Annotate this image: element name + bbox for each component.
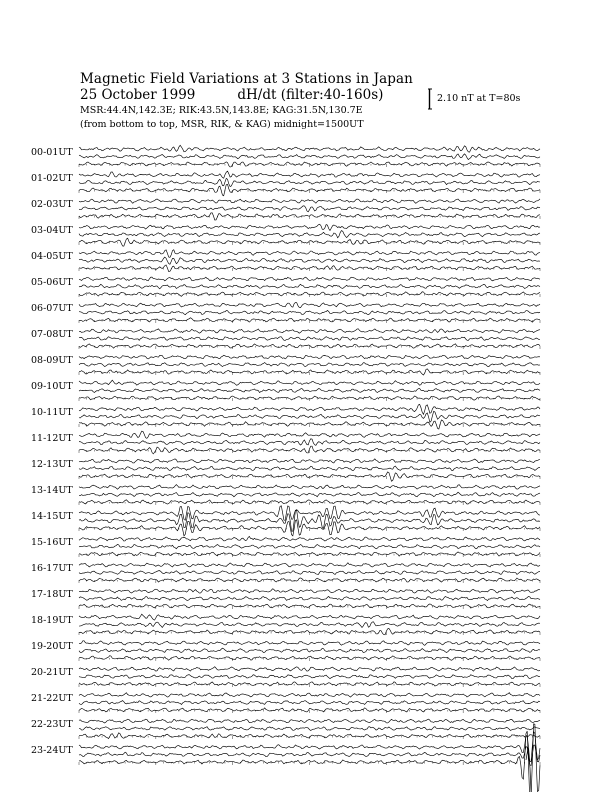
hour-label: 21-22UT — [31, 693, 73, 704]
trace-kag — [79, 667, 540, 672]
station-order-note: (from bottom to top, MSR, RIK, & KAG) midnight=1500UT — [80, 119, 364, 130]
hour-row — [31, 199, 540, 220]
hour-label: 00-01UT — [31, 147, 73, 158]
chart-date: 25 October 1999 — [80, 87, 196, 103]
trace-kag — [79, 506, 540, 520]
hour-row — [31, 277, 540, 297]
hour-row — [31, 145, 540, 167]
hour-row — [31, 719, 540, 739]
hour-row — [31, 250, 540, 272]
hour-row — [31, 589, 540, 609]
hour-row — [31, 724, 540, 792]
hour-label: 12-13UT — [31, 459, 73, 470]
hour-row — [31, 693, 540, 713]
hour-label: 05-06UT — [31, 277, 73, 288]
trace-kag — [79, 302, 540, 307]
hour-label: 09-10UT — [31, 381, 73, 392]
hour-label: 01-02UT — [31, 173, 73, 184]
trace-kag — [79, 355, 540, 359]
trace-kag — [79, 250, 540, 258]
hour-row — [31, 536, 540, 557]
hour-label: 03-04UT — [31, 225, 73, 236]
trace-msr — [79, 724, 540, 792]
hour-label: 20-21UT — [31, 667, 73, 678]
trace-kag — [79, 589, 540, 593]
hour-row — [31, 431, 540, 454]
hour-label: 04-05UT — [31, 251, 73, 262]
trace-kag — [79, 145, 540, 152]
trace-kag — [79, 329, 540, 333]
hour-label: 07-08UT — [31, 329, 73, 340]
trace-rik — [79, 363, 540, 367]
chart-quantity: dH/dt (filter:40-160s) — [237, 87, 384, 103]
hour-label: 22-23UT — [31, 719, 73, 730]
chart-title: Magnetic Field Variations at 3 Stations in Japan — [80, 71, 413, 87]
trace-rik — [79, 544, 540, 548]
hour-row — [31, 380, 540, 401]
trace-kag — [79, 485, 540, 490]
hour-label: 02-03UT — [31, 199, 73, 210]
trace-rik — [79, 571, 540, 575]
trace-rik — [79, 675, 540, 679]
hour-row — [31, 224, 540, 246]
hour-label: 18-19UT — [31, 615, 73, 626]
hour-label: 16-17UT — [31, 563, 73, 574]
trace-kag — [79, 719, 540, 723]
trace-kag — [79, 277, 540, 281]
trace-rik — [79, 231, 540, 238]
trace-kag — [79, 404, 540, 414]
hour-label: 15-16UT — [31, 537, 73, 548]
hour-row — [31, 614, 540, 635]
trace-kag — [79, 459, 540, 463]
trace-rik — [79, 466, 540, 471]
hour-label: 17-18UT — [31, 589, 73, 600]
hour-row — [31, 355, 540, 375]
trace-rik — [79, 178, 540, 186]
hour-row — [31, 302, 540, 323]
station-coordinates: MSR:44.4N,142.3E; RIK:43.5N,143.8E; KAG:31.5N,130.7E — [80, 105, 363, 116]
trace-rik — [79, 596, 540, 600]
trace-msr — [79, 733, 540, 739]
hour-label: 19-20UT — [31, 641, 73, 652]
hour-row — [31, 563, 540, 583]
trace-rik — [79, 154, 540, 160]
trace-rik — [79, 439, 540, 445]
trace-rik — [79, 648, 540, 652]
trace-rik — [79, 622, 540, 628]
trace-rik — [79, 388, 540, 392]
hour-label: 23-24UT — [31, 745, 73, 756]
trace-kag — [79, 563, 540, 567]
hour-label: 08-09UT — [31, 355, 73, 366]
hour-label: 11-12UT — [31, 433, 73, 444]
trace-rik — [79, 310, 540, 314]
hour-row — [31, 459, 540, 481]
trace-rik — [79, 727, 540, 731]
trace-rik — [79, 492, 540, 497]
trace-kag — [79, 536, 540, 541]
trace-kag — [79, 614, 540, 620]
trace-kag — [79, 380, 540, 385]
hour-row — [31, 641, 540, 661]
trace-rik — [79, 284, 540, 288]
hour-row — [31, 667, 540, 687]
hour-row — [31, 506, 540, 536]
trace-rik — [79, 337, 540, 341]
scale-bar-label: 2.10 nT at T=80s — [437, 93, 521, 104]
hour-row — [31, 485, 540, 505]
trace-kag — [79, 693, 540, 697]
trace-kag — [79, 199, 540, 203]
trace-kag — [79, 431, 540, 438]
hour-label: 06-07UT — [31, 303, 73, 314]
hour-row — [31, 404, 540, 429]
trace-kag — [79, 171, 540, 178]
hour-row — [31, 329, 540, 349]
hour-label: 14-15UT — [31, 511, 73, 522]
trace-kag — [79, 224, 540, 230]
trace-rik — [79, 206, 540, 212]
hour-label: 10-11UT — [31, 407, 73, 418]
hour-row — [31, 171, 540, 196]
trace-rik — [79, 701, 540, 705]
trace-rik — [79, 257, 540, 264]
trace-rik — [79, 411, 540, 422]
hour-label: 13-14UT — [31, 485, 73, 496]
trace-kag — [79, 641, 540, 646]
